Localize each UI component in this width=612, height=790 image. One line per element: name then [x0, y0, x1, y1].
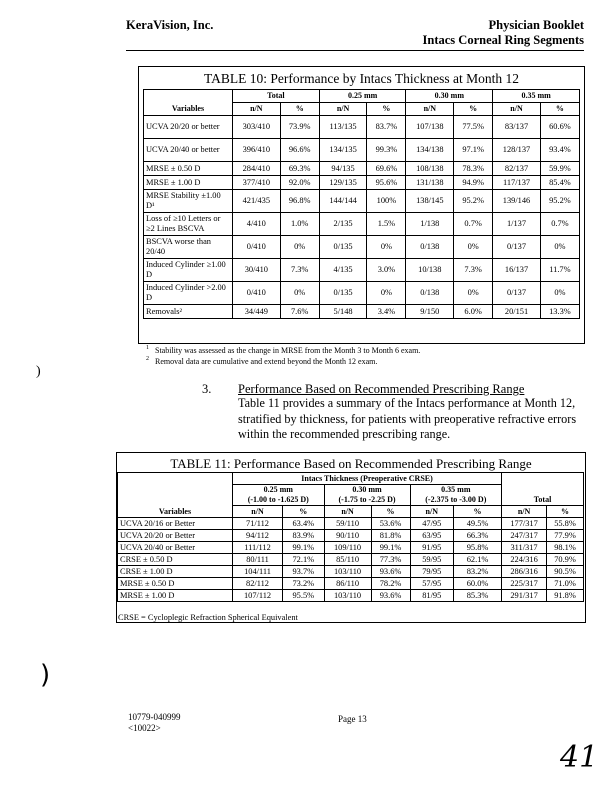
- count-cell: 128/137: [493, 139, 541, 162]
- percent-cell: 78.3%: [454, 162, 493, 176]
- count-cell: 91/95: [410, 542, 453, 554]
- percent-cell: 81.8%: [371, 530, 410, 542]
- count-cell: 103/110: [324, 566, 371, 578]
- table-row: [144, 176, 580, 190]
- count-cell: 82/112: [233, 578, 283, 590]
- count-cell: 4/410: [233, 213, 281, 236]
- percent-cell: 83.2%: [454, 566, 502, 578]
- count-cell: 0/138: [406, 282, 454, 305]
- percent-cell: 72.1%: [283, 554, 325, 566]
- table-row: [118, 518, 584, 530]
- table-row: [118, 566, 584, 578]
- percent-cell: 73.9%: [280, 116, 319, 139]
- percent-cell: 99.1%: [371, 542, 410, 554]
- percent-cell: 93.7%: [283, 566, 325, 578]
- percent-cell: 96.6%: [280, 139, 319, 162]
- count-cell: 5/148: [319, 305, 367, 319]
- count-cell: 59/95: [410, 554, 453, 566]
- table-11-body: [118, 518, 584, 602]
- document-number: 10779-040999: [128, 712, 181, 722]
- percent-cell: 59.9%: [540, 162, 579, 176]
- percent-cell: 0%: [454, 236, 493, 259]
- percent-cell: 1.5%: [367, 213, 406, 236]
- table-10-body: [144, 116, 580, 319]
- table-row: [144, 213, 580, 236]
- table-row: [144, 162, 580, 176]
- count-cell: 138/145: [406, 190, 454, 213]
- count-cell: 284/410: [233, 162, 281, 176]
- sub-header: %: [367, 103, 406, 116]
- table-row: [144, 282, 580, 305]
- table-row: [118, 542, 584, 554]
- percent-cell: 93.6%: [371, 590, 410, 602]
- count-cell: 108/138: [406, 162, 454, 176]
- table-11-title: TABLE 11: Performance Based on Recommended Prescribing Range: [170, 456, 532, 471]
- percent-cell: 11.7%: [540, 259, 579, 282]
- percent-cell: 49.5%: [454, 518, 502, 530]
- count-cell: 111/112: [233, 542, 283, 554]
- table-10-footnote-1: [146, 345, 420, 355]
- count-cell: 247/317: [502, 530, 547, 542]
- row-label: MRSE ± 1.00 D: [118, 590, 233, 602]
- row-label: UCVA 20/40 or Better: [118, 542, 233, 554]
- footnote-mark: 2: [146, 356, 149, 362]
- footnote-text: Stability was assessed as the change in MRSE from the Month 3 to Month 6 exam.: [155, 345, 421, 355]
- percent-cell: 0%: [540, 282, 579, 305]
- count-cell: 134/135: [319, 139, 367, 162]
- document-subtitle: Intacs Corneal Ring Segments: [422, 33, 584, 47]
- table-row: [144, 236, 580, 259]
- percent-cell: 78.2%: [371, 578, 410, 590]
- table-row: [144, 116, 580, 139]
- row-label: Loss of ≥10 Letters or ≥2 Lines BSCVA: [144, 213, 233, 236]
- table-10-title: TABLE 10: Performance by Intacs Thickness at Month 12: [203, 71, 520, 86]
- table-row: [144, 139, 580, 162]
- table-10-grid: [143, 89, 580, 319]
- sub-header: n/N: [233, 103, 281, 116]
- group-header: [233, 485, 325, 506]
- count-cell: 82/137: [493, 162, 541, 176]
- sub-header: %: [454, 103, 493, 116]
- count-cell: 2/135: [319, 213, 367, 236]
- percent-cell: 3.4%: [367, 305, 406, 319]
- group-header: [410, 485, 502, 506]
- percent-cell: 13.3%: [540, 305, 579, 319]
- percent-cell: 0%: [454, 282, 493, 305]
- margin-mark: ): [36, 364, 41, 379]
- table-11-grid: [117, 472, 584, 602]
- percent-cell: 95.5%: [283, 590, 325, 602]
- count-cell: 117/137: [493, 176, 541, 190]
- count-cell: 107/138: [406, 116, 454, 139]
- count-cell: 83/137: [493, 116, 541, 139]
- count-cell: 10/138: [406, 259, 454, 282]
- sub-header: %: [371, 506, 410, 518]
- table-11: [116, 452, 586, 623]
- sub-header: n/N: [319, 103, 367, 116]
- percent-cell: 70.9%: [547, 554, 584, 566]
- percent-cell: 63.4%: [283, 518, 325, 530]
- table-row: [118, 590, 584, 602]
- count-cell: 16/137: [493, 259, 541, 282]
- percent-cell: 0%: [367, 236, 406, 259]
- percent-cell: 91.8%: [547, 590, 584, 602]
- percent-cell: 71.0%: [547, 578, 584, 590]
- percent-cell: 6.0%: [454, 305, 493, 319]
- table-10: [138, 66, 585, 344]
- group-header-label: 0.25 mm: [263, 485, 293, 494]
- count-cell: 47/95: [410, 518, 453, 530]
- count-cell: 0/135: [319, 236, 367, 259]
- percent-cell: 85.4%: [540, 176, 579, 190]
- count-cell: 139/146: [493, 190, 541, 213]
- row-label: MRSE ± 0.50 D: [118, 578, 233, 590]
- percent-cell: 93.4%: [540, 139, 579, 162]
- count-cell: 103/110: [324, 590, 371, 602]
- count-cell: 0/410: [233, 236, 281, 259]
- count-cell: 311/317: [502, 542, 547, 554]
- footnote-text: Removal data are cumulative and extend beyond the Month 12 exam.: [155, 356, 378, 366]
- document-title: Physician Booklet: [488, 18, 584, 32]
- count-cell: 0/410: [233, 282, 281, 305]
- count-cell: 0/137: [493, 236, 541, 259]
- percent-cell: 99.1%: [283, 542, 325, 554]
- group-header: [324, 485, 410, 506]
- count-cell: 94/135: [319, 162, 367, 176]
- sub-header: %: [283, 506, 325, 518]
- count-cell: 30/410: [233, 259, 281, 282]
- header-rule: [126, 50, 584, 51]
- table-row: [144, 259, 580, 282]
- group-header-label: 0.35 mm: [441, 485, 471, 494]
- count-cell: 104/111: [233, 566, 283, 578]
- count-cell: 59/110: [324, 518, 371, 530]
- section-number: 3.: [202, 382, 212, 396]
- table-row: [144, 190, 580, 213]
- row-label: CRSE ± 0.50 D: [118, 554, 233, 566]
- row-label: Induced Cylinder >2.00 D: [144, 282, 233, 305]
- row-label: MRSE ± 0.50 D: [144, 162, 233, 176]
- count-cell: 396/410: [233, 139, 281, 162]
- count-cell: 81/95: [410, 590, 453, 602]
- group-header: 0.30 mm: [406, 90, 493, 103]
- count-cell: 94/112: [233, 530, 283, 542]
- sub-header: n/N: [324, 506, 371, 518]
- count-cell: 303/410: [233, 116, 281, 139]
- count-cell: 291/317: [502, 590, 547, 602]
- count-cell: 80/111: [233, 554, 283, 566]
- sub-header: %: [454, 506, 502, 518]
- variables-header: Variables: [144, 90, 233, 116]
- count-cell: 225/317: [502, 578, 547, 590]
- percent-cell: 90.5%: [547, 566, 584, 578]
- group-header-range: (-1.75 to -2.25 D): [338, 495, 396, 504]
- count-cell: 71/112: [233, 518, 283, 530]
- group-header-total: [502, 473, 584, 506]
- sub-header: %: [540, 103, 579, 116]
- count-cell: 286/316: [502, 566, 547, 578]
- percent-cell: 53.6%: [371, 518, 410, 530]
- page-number: Page 13: [338, 714, 367, 724]
- document-reference: <10022>: [128, 723, 161, 733]
- percent-cell: 0%: [280, 282, 319, 305]
- table-row: [118, 578, 584, 590]
- percent-cell: 77.3%: [371, 554, 410, 566]
- percent-cell: 85.3%: [454, 590, 502, 602]
- count-cell: 107/112: [233, 590, 283, 602]
- count-cell: 90/110: [324, 530, 371, 542]
- group-header-range: (-1.00 to -1.625 D): [247, 495, 309, 504]
- margin-mark: ): [40, 660, 51, 690]
- percent-cell: 62.1%: [454, 554, 502, 566]
- percent-cell: 60.6%: [540, 116, 579, 139]
- section-body: Table 11 provides a summary of the Intacs performance at Month 12, stratified by thickness, for patients with preoperative refractive errors within the recommended prescribing range.: [238, 396, 577, 441]
- percent-cell: 0%: [280, 236, 319, 259]
- span-header: Intacs Thickness (Preoperative CRSE): [233, 473, 502, 485]
- percent-cell: 100%: [367, 190, 406, 213]
- percent-cell: 66.3%: [454, 530, 502, 542]
- count-cell: 20/151: [493, 305, 541, 319]
- row-label: Induced Cylinder ≥1.00 D: [144, 259, 233, 282]
- count-cell: 0/135: [319, 282, 367, 305]
- row-label: UCVA 20/20 or better: [144, 116, 233, 139]
- row-label: UCVA 20/40 or better: [144, 139, 233, 162]
- count-cell: 129/135: [319, 176, 367, 190]
- percent-cell: 0.7%: [540, 213, 579, 236]
- count-cell: 79/95: [410, 566, 453, 578]
- percent-cell: 0%: [540, 236, 579, 259]
- sub-header: n/N: [406, 103, 454, 116]
- count-cell: 4/135: [319, 259, 367, 282]
- percent-cell: 96.8%: [280, 190, 319, 213]
- percent-cell: 7.3%: [280, 259, 319, 282]
- section-title: Performance Based on Recommended Prescribing Range: [238, 382, 525, 396]
- row-label: CRSE ± 1.00 D: [118, 566, 233, 578]
- variables-header: Variables: [118, 473, 233, 518]
- percent-cell: 95.2%: [454, 190, 493, 213]
- count-cell: 131/138: [406, 176, 454, 190]
- count-cell: 34/449: [233, 305, 281, 319]
- percent-cell: 7.3%: [454, 259, 493, 282]
- count-cell: 85/110: [324, 554, 371, 566]
- sub-header: n/N: [493, 103, 541, 116]
- group-header: Total: [233, 90, 320, 103]
- group-header-range: (-2.375 to -3.00 D): [425, 495, 487, 504]
- sub-header: %: [547, 506, 584, 518]
- sub-header: n/N: [502, 506, 547, 518]
- sub-header: n/N: [233, 506, 283, 518]
- percent-cell: 83.7%: [367, 116, 406, 139]
- percent-cell: 55.8%: [547, 518, 584, 530]
- percent-cell: 7.6%: [280, 305, 319, 319]
- count-cell: 63/95: [410, 530, 453, 542]
- table-11-footnote: CRSE = Cycloplegic Refraction Spherical Equivalent: [118, 613, 298, 622]
- group-header: 0.35 mm: [493, 90, 580, 103]
- row-label: UCVA 20/16 or Better: [118, 518, 233, 530]
- percent-cell: 98.1%: [547, 542, 584, 554]
- percent-cell: 95.8%: [454, 542, 502, 554]
- count-cell: 109/110: [324, 542, 371, 554]
- percent-cell: 93.6%: [371, 566, 410, 578]
- table-row: [118, 554, 584, 566]
- row-label: MRSE ± 1.00 D: [144, 176, 233, 190]
- sub-header: %: [280, 103, 319, 116]
- group-header: 0.25 mm: [319, 90, 406, 103]
- handwritten-page-number: 41: [560, 740, 599, 775]
- count-cell: 134/138: [406, 139, 454, 162]
- count-cell: 113/135: [319, 116, 367, 139]
- group-header-label: Total: [533, 495, 552, 504]
- percent-cell: 83.9%: [283, 530, 325, 542]
- percent-cell: 97.1%: [454, 139, 493, 162]
- sub-header: n/N: [410, 506, 453, 518]
- count-cell: 57/95: [410, 578, 453, 590]
- percent-cell: 95.6%: [367, 176, 406, 190]
- percent-cell: 94.9%: [454, 176, 493, 190]
- percent-cell: 60.0%: [454, 578, 502, 590]
- count-cell: 377/410: [233, 176, 281, 190]
- footnote-mark: 1: [146, 345, 149, 351]
- percent-cell: 77.9%: [547, 530, 584, 542]
- percent-cell: 1.0%: [280, 213, 319, 236]
- table-row: [144, 305, 580, 319]
- percent-cell: 0.7%: [454, 213, 493, 236]
- percent-cell: 0%: [367, 282, 406, 305]
- table-row: [118, 530, 584, 542]
- count-cell: 0/138: [406, 236, 454, 259]
- row-label: Removals²: [144, 305, 233, 319]
- percent-cell: 69.3%: [280, 162, 319, 176]
- table-10-footnote-2: [146, 356, 377, 366]
- count-cell: 1/137: [493, 213, 541, 236]
- row-label: BSCVA worse than 20/40: [144, 236, 233, 259]
- percent-cell: 99.3%: [367, 139, 406, 162]
- row-label: MRSE Stability ±1.00 D¹: [144, 190, 233, 213]
- count-cell: 86/110: [324, 578, 371, 590]
- count-cell: 9/150: [406, 305, 454, 319]
- count-cell: 177/317: [502, 518, 547, 530]
- count-cell: 1/138: [406, 213, 454, 236]
- group-header-label: 0.30 mm: [352, 485, 382, 494]
- count-cell: 0/137: [493, 282, 541, 305]
- percent-cell: 95.2%: [540, 190, 579, 213]
- percent-cell: 3.0%: [367, 259, 406, 282]
- percent-cell: 77.5%: [454, 116, 493, 139]
- percent-cell: 69.6%: [367, 162, 406, 176]
- count-cell: 144/144: [319, 190, 367, 213]
- percent-cell: 92.0%: [280, 176, 319, 190]
- count-cell: 224/316: [502, 554, 547, 566]
- row-label: UCVA 20/20 or Better: [118, 530, 233, 542]
- percent-cell: 73.2%: [283, 578, 325, 590]
- company-name: KeraVision, Inc.: [126, 18, 214, 32]
- count-cell: 421/435: [233, 190, 281, 213]
